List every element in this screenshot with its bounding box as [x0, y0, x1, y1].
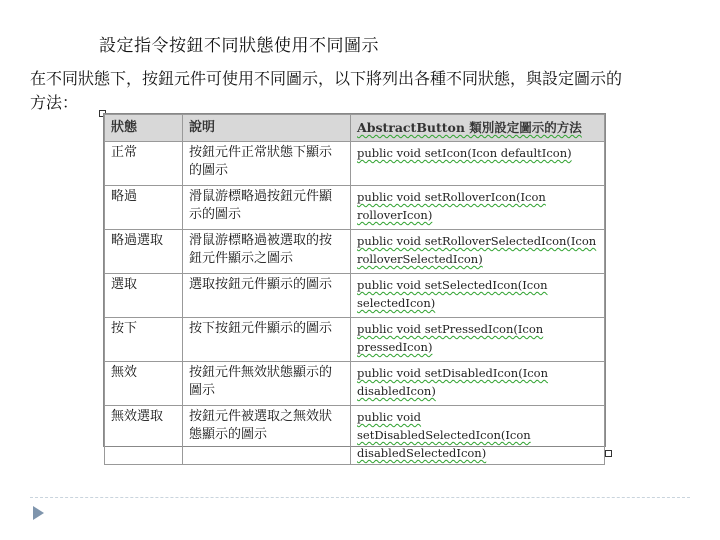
row-method	[351, 274, 605, 318]
row-description: 按下按鈕元件顯示的圖示	[183, 318, 351, 362]
table-row	[105, 274, 605, 318]
table-row	[105, 230, 605, 274]
row-method	[351, 142, 605, 186]
header-state: 狀態	[105, 115, 183, 142]
method-signature: public void setRolloverIcon(Icon rolloverIcon)	[357, 190, 546, 222]
row-state: 略過	[105, 186, 183, 230]
row-state: 無效	[105, 362, 183, 406]
row-description: 滑鼠游標略過按鈕元件顯示的圖示	[183, 186, 351, 230]
method-signature: public void setIcon(Icon defaultIcon)	[357, 146, 572, 160]
table-row	[105, 142, 605, 186]
table-header-row	[105, 115, 605, 142]
row-state: 正常	[105, 142, 183, 186]
method-signature: public void setDisabledSelectedIcon(Icon disabledSelectedIcon)	[357, 410, 531, 460]
row-method	[351, 362, 605, 406]
row-state: 無效選取	[105, 406, 183, 465]
row-description: 滑鼠游標略過被選取的按鈕元件顯示之圖示	[183, 230, 351, 274]
row-method	[351, 318, 605, 362]
table-row	[105, 186, 605, 230]
table-row	[105, 318, 605, 362]
header-method	[351, 115, 605, 142]
method-signature: public void setPressedIcon(Icon pressedIcon)	[357, 322, 544, 354]
resize-handle-bottom-right[interactable]	[605, 450, 612, 457]
header-method-text: AbstractButton 類別設定圖示的方法	[357, 120, 582, 135]
slide-divider	[30, 497, 690, 498]
row-description: 按鈕元件無效狀態顯示的圖示	[183, 362, 351, 406]
row-description: 按鈕元件被選取之無效狀態顯示的圖示	[183, 406, 351, 465]
method-signature: public void setSelectedIcon(Icon selectedIcon)	[357, 278, 548, 310]
row-description: 按鈕元件正常狀態下顯示的圖示	[183, 142, 351, 186]
method-signature: public void setRolloverSelectedIcon(Icon rolloverSelectedIcon)	[357, 234, 597, 266]
state-icon-table	[103, 113, 606, 460]
table-row	[105, 362, 605, 406]
row-state: 選取	[105, 274, 183, 318]
intro-text: 在不同狀態下，按鈕元件可使用不同圖示，以下將列出各種不同狀態，與設定圖示的方法：	[30, 69, 623, 112]
header-description: 說明	[183, 115, 351, 142]
row-method	[351, 186, 605, 230]
triangle-right-icon[interactable]	[33, 506, 44, 520]
row-method	[351, 230, 605, 274]
table-row	[105, 406, 605, 465]
row-description: 選取按鈕元件顯示的圖示	[183, 274, 351, 318]
slide-title: 設定指令按鈕不同狀態使用不同圖示	[99, 36, 379, 56]
row-state: 按下	[105, 318, 183, 362]
row-method	[351, 406, 605, 465]
row-state: 略過選取	[105, 230, 183, 274]
method-signature: public void setDisabledIcon(Icon disabledIcon)	[357, 366, 549, 398]
